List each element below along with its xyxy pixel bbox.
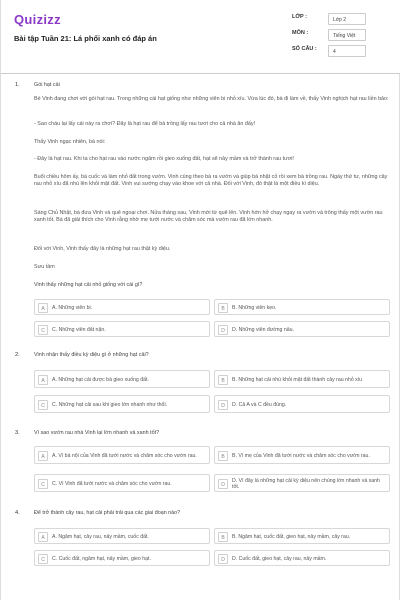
answer-option[interactable] — [34, 474, 210, 492]
option-letter: D — [218, 400, 228, 410]
meta-label: LỚP : — [292, 14, 307, 20]
reading-paragraph: Thấy Vinh ngạc nhiên, bà nói: — [34, 139, 106, 145]
answer-option[interactable] — [34, 370, 210, 388]
option-letter: A — [38, 375, 48, 385]
answer-option[interactable] — [34, 299, 210, 315]
option-letter: A — [38, 532, 48, 542]
question-text: Vinh nhận thấy điều kỳ diệu gì ở những hạt cải? — [34, 352, 149, 358]
question-number: 3. — [15, 430, 20, 436]
question-number: 2. — [15, 352, 20, 358]
answer-option[interactable] — [214, 528, 390, 544]
option-text: D. Vì đây là những hạt cải kỳ diệu nên chúng lớn nhanh và xanh tốt. — [232, 477, 380, 490]
reading-paragraph: Bé Vinh đang chơi với gói hạt rau. Trong những cái hạt giống như những viên bi nhỏ xíu. Vừa lúc đó, bà đi làm về, thấy Vinh nghịch hạt rau liền bảo: — [34, 96, 389, 102]
reading-title: Gói hạt cải — [34, 82, 60, 88]
answer-option[interactable] — [214, 299, 390, 315]
meta-label: SỐ CÂU : — [292, 46, 317, 52]
option-text: D. Những viên đường nâu. — [232, 326, 294, 333]
answer-option[interactable] — [34, 528, 210, 544]
option-letter: C — [38, 479, 48, 489]
reading-paragraph: Sáng Chủ Nhật, bà đưa Vinh và quê ngoại chơi. Nửa tháng sau, Vinh mới từ quê lên. Vinh hớn hở chạy ngay ra vườn và trông thấy một vườn rau xanh tốt. Bà đã giải thích cho Vinh rằng nhờ mẹ tưới nước và chăm sóc mà vườn rau đã lớn nhanh. — [34, 210, 383, 224]
option-text: C. Vì Vinh đã tưới nước và chăm sóc cho vườn rau. — [52, 480, 172, 487]
option-letter: A — [38, 303, 48, 313]
answer-option[interactable] — [214, 550, 390, 566]
option-text: C. Cuốc đất, ngâm hạt, nảy mầm, gieo hạt. — [52, 555, 151, 562]
quizizz-logo: Quizizz — [14, 12, 61, 27]
worksheet-header — [1, 0, 400, 74]
answer-option[interactable] — [214, 395, 390, 413]
option-letter: C — [38, 325, 48, 335]
option-text: B. Những hạt cải nhú khỏi mặt đất thành cây rau nhỏ xíu — [232, 376, 363, 383]
answer-option[interactable] — [34, 395, 210, 413]
question-number: 1. — [15, 82, 20, 88]
option-text: B. Những viên kẹo. — [232, 304, 277, 311]
meta-panel — [292, 13, 392, 61]
meta-row-count — [292, 45, 392, 61]
option-text: A. Những viên bi. — [52, 304, 93, 311]
meta-label: MÔN : — [292, 30, 309, 36]
option-text: D. Cuốc đất, gieo hạt, cây rau, nảy mầm. — [232, 555, 327, 562]
reading-source: Sưu tầm — [34, 264, 55, 270]
option-letter: D — [218, 554, 228, 564]
answer-option[interactable] — [214, 446, 390, 464]
reading-paragraph: - Đây là hạt rau. Khi ta cho hạt rau vào nước ngâm rồi gieo xuống đất, hạt sẽ nảy mầm và trở thành rau tươi! — [34, 156, 294, 162]
option-letter: A — [38, 451, 48, 461]
question-text: Vinh thấy những hạt cải nhỏ giống với cái gì? — [34, 282, 143, 288]
answer-option[interactable] — [34, 446, 210, 464]
meta-value: Lớp 2 — [328, 13, 366, 25]
reading-paragraph: Buổi chiều hôm ấy, bà cuốc và làm nhỏ đất trong vườn. Vinh cùng theo bà ra vườn và giúp bà nhặt cỏ rồi xem bà trồng rau. Ngày thứ tư, những cây rau nhỏ xíu đã nhú lên khỏi mặt đất. Vinh vui sướng chạy vào khoe với cả nhà. Đối với Vinh, đó thật là một điều kì diệu. — [34, 174, 388, 188]
option-letter: B — [218, 451, 228, 461]
option-letter: C — [38, 400, 48, 410]
meta-row-subject — [292, 29, 392, 45]
option-letter: D — [218, 325, 228, 335]
option-text: B. Vì mẹ của Vinh đã tưới nước và chăm sóc cho vườn rau. — [232, 452, 370, 459]
answer-option[interactable] — [214, 474, 390, 492]
option-text: A. Những hạt cải được bà gieo xuống đất. — [52, 376, 149, 383]
option-letter: C — [38, 554, 48, 564]
option-letter: D — [218, 479, 228, 489]
reading-paragraph: - Sao cháu lại lấy cái này ra chơi? Đây là hạt rau để bà trồng lấy rau tươi cho cả nhà ăn đấy! — [34, 121, 256, 127]
worksheet-title: Bài tập Tuần 21: Lá phổi xanh có đáp án — [14, 34, 157, 43]
answer-option[interactable] — [34, 321, 210, 337]
option-letter: B — [218, 532, 228, 542]
reading-paragraph: Đối với Vinh, Vinh thấy đây là những hạt rau thật kỳ diệu. — [34, 246, 171, 252]
meta-value: 4 — [328, 45, 366, 57]
meta-value: Tiếng Việt — [328, 29, 366, 41]
option-letter: B — [218, 303, 228, 313]
answer-option[interactable] — [34, 550, 210, 566]
meta-row-class — [292, 13, 392, 29]
option-text: C. Những hạt cải sau khi gieo lớn nhanh như thổi. — [52, 401, 168, 408]
question-text: Để trở thành cây rau, hạt cải phải trải qua các giai đoạn nào? — [34, 510, 181, 516]
option-letter: B — [218, 375, 228, 385]
answer-option[interactable] — [214, 370, 390, 388]
option-text: A. Ngâm hạt, cây rau, nảy mầm, cuốc đất. — [52, 533, 149, 540]
option-text: C. Những viên đất nặn. — [52, 326, 106, 333]
question-text: Vì sao vườn rau nhà Vinh lại lớn nhanh và xanh tốt? — [34, 430, 160, 436]
question-number: 4. — [15, 510, 20, 516]
option-text: B. Ngâm hạt, cuốc đất, gieo hạt, nảy mầm, cây rau. — [232, 533, 351, 540]
option-text: D. Cả A và C đều đúng. — [232, 401, 287, 408]
answer-option[interactable] — [214, 321, 390, 337]
option-text: A. Vì bà nội của Vinh đã tưới nước và chăm sóc cho vườn rau. — [52, 452, 197, 459]
